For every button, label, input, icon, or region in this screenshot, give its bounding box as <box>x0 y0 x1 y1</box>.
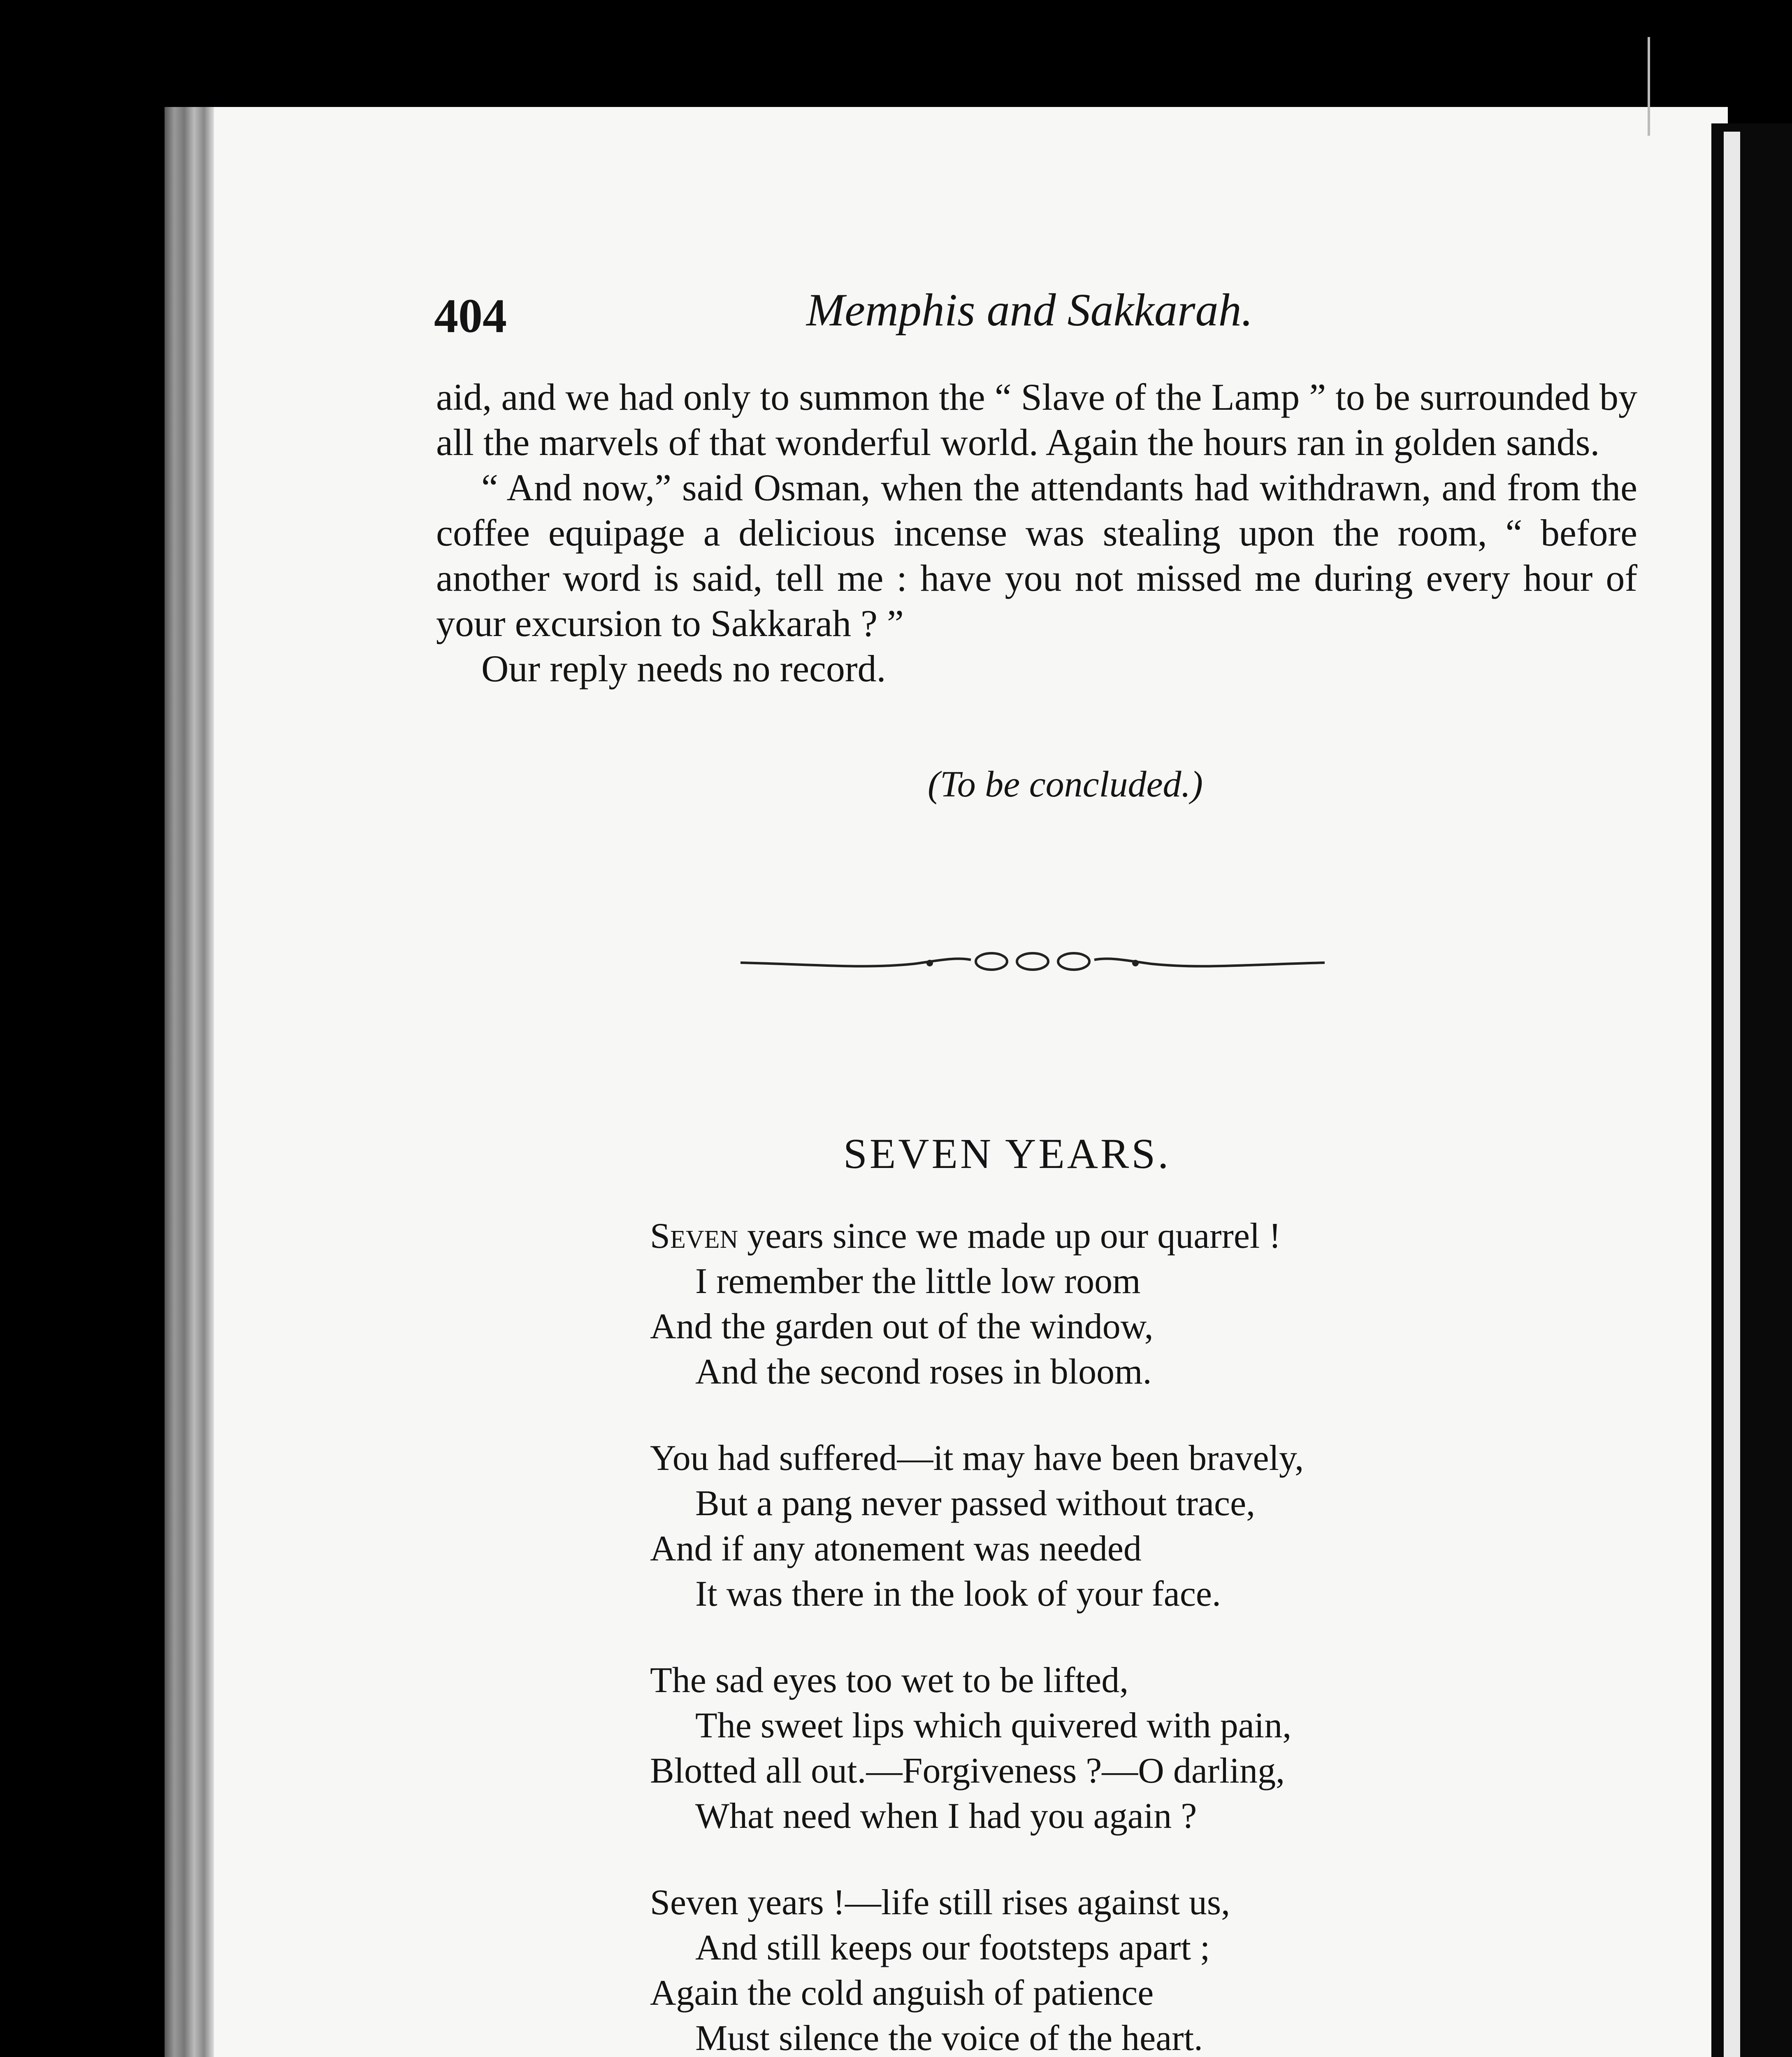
poem-line: It was there in the look of your face. <box>695 1574 1221 1614</box>
poem-line: The sweet lips which quivered with pain, <box>695 1706 1292 1746</box>
book-gutter <box>165 107 214 2057</box>
poem-line: And if any atonement was needed <box>650 1529 1142 1569</box>
prose-paragraph-2: “ And now,” said Osman, when the attendants had withdrawn, and from the coffee equipage a delicious incense was stealing upon the room, “ before another word is said, tell me : have you not missed me during every hour of your excursion to Sakkarah ? ” <box>436 467 1637 644</box>
poem-stanza-2 <box>650 1436 1304 1617</box>
poem-stanza-1 <box>650 1214 1281 1395</box>
poem-stanza-4 <box>650 1880 1230 2057</box>
prose-block <box>436 374 1637 691</box>
poem-line: The sad eyes too wet to be lifted, <box>650 1660 1129 1700</box>
running-title: Memphis and Sakkarah. <box>806 285 1253 336</box>
decorative-flourish-divider-icon <box>740 940 1325 985</box>
poem-first-word: Seven <box>650 1216 738 1256</box>
poem-line: Seven years !—life still rises against us, <box>650 1883 1230 1922</box>
poem-title: SEVEN YEARS. <box>843 1130 1171 1177</box>
next-page-edge <box>1724 132 1740 2057</box>
poem-stanza-3 <box>650 1658 1291 1839</box>
poem-line: But a pang never passed without trace, <box>695 1484 1256 1523</box>
poem-line: And the second roses in bloom. <box>695 1352 1152 1392</box>
scan-artifact <box>1648 37 1650 136</box>
poem-line: And the garden out of the window, <box>650 1307 1154 1347</box>
poem-line: I remember the little low room <box>695 1261 1141 1301</box>
poem-line: What need when I had you again ? <box>695 1796 1197 1836</box>
prose-paragraph-1: aid, and we had only to summon the “ Slave of the Lamp ” to be surrounded by all the marvels of that wonderful world. Again the hours ran in golden sands. <box>436 376 1637 463</box>
poem-line: Blotted all out.—Forgiveness ?—O darling, <box>650 1751 1285 1791</box>
poem-line: And still keeps our footsteps apart ; <box>695 1928 1210 1968</box>
poem-line: Again the cold anguish of patience <box>650 1973 1154 2013</box>
continuation-note: (To be concluded.) <box>928 764 1203 805</box>
prose-paragraph-3: Our reply needs no record. <box>481 648 886 690</box>
page-number: 404 <box>434 289 507 343</box>
poem-line: You had suffered—it may have been bravely, <box>650 1438 1304 1478</box>
poem-line-rest: years since we made up our quarrel ! <box>738 1216 1281 1256</box>
poem-line <box>650 1214 1281 1259</box>
poem-line: Must silence the voice of the heart. <box>695 2018 1203 2057</box>
